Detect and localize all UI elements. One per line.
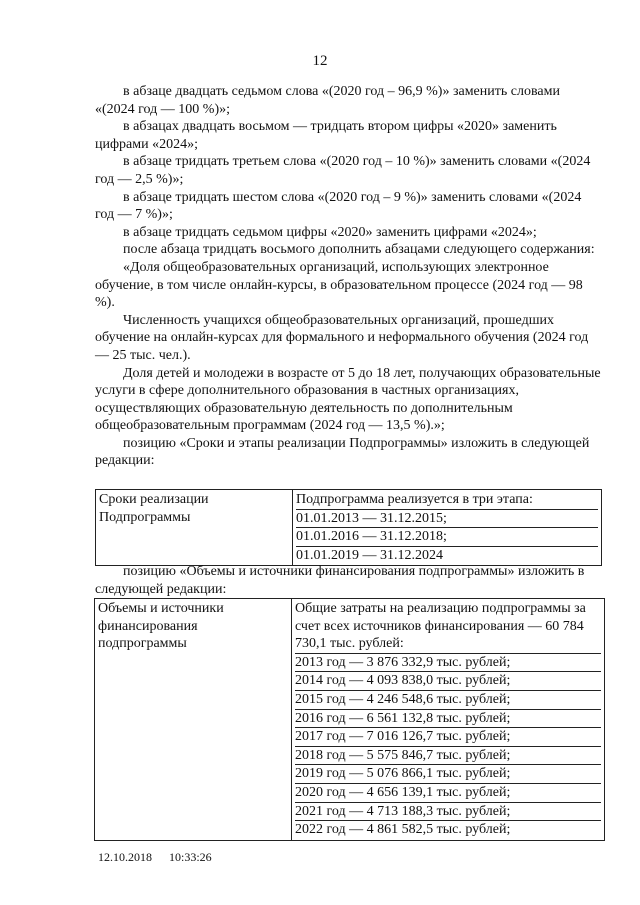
funding-year-line: 2016 год — 6 561 132,8 тыс. рублей; <box>295 710 601 729</box>
print-time: 10:33:26 <box>169 850 212 864</box>
table-label: Объемы и источники финансирования подпрограммы <box>98 601 224 652</box>
table-row <box>96 490 602 566</box>
page-number: 12 <box>312 53 328 69</box>
table-label-cell <box>95 599 292 841</box>
paragraph: позицию «Сроки и этапы реализации Подпрограммы» изложить в следующей редакции: <box>95 435 590 469</box>
print-date: 12.10.2018 <box>98 850 152 864</box>
table-value-cell <box>293 490 602 566</box>
paragraph: в абзаце тридцать третьем слова «(2020 год – 10 %)» заменить словами «(2024 год — 2,5 %)»; <box>95 154 591 187</box>
funding-year-line: 2013 год — 3 876 332,9 тыс. рублей; <box>295 654 601 673</box>
funding-year-line: 2015 год — 4 246 548,6 тыс. рублей; <box>295 691 601 710</box>
paragraph: в абзаце тридцать седьмом цифры «2020» заменить цифрами «2024»; <box>123 224 537 240</box>
document-body <box>95 83 603 470</box>
print-timestamp <box>98 850 212 865</box>
table-row <box>95 599 605 841</box>
stage-line: 01.01.2016 — 31.12.2018; <box>296 528 598 547</box>
funding-year-line: 2020 год — 4 656 139,1 тыс. рублей; <box>295 784 601 803</box>
funding-year-line: 2019 год — 5 076 866,1 тыс. рублей; <box>295 765 601 784</box>
paragraph: в абзацах двадцать восьмом — тридцать втором цифры «2020» заменить цифрами «2024»; <box>95 119 557 152</box>
document-body-mid <box>95 563 603 598</box>
stages-intro: Подпрограмма реализуется в три этапа: <box>296 491 598 510</box>
stage-line: 01.01.2019 — 31.12.2024 <box>296 547 443 563</box>
paragraph: после абзаца тридцать восьмого дополнить абзацами следующего содержания: <box>123 242 595 258</box>
paragraph: позицию «Объемы и источники финансирования подпрограммы» изложить в следующей редакции: <box>95 564 585 597</box>
paragraph: Доля детей и молодежи в возрасте от 5 до 18 лет, получающих образовательные услуги в сфере дополнительного образования в частных организациях, осуществляющих образовательную деятельность по дополнительным общеобразовательным программам (2024 год — 13,5 %).»; <box>95 365 601 434</box>
funding-year-line: 2021 год — 4 713 188,3 тыс. рублей; <box>295 803 601 822</box>
funding-table <box>94 598 605 841</box>
funding-intro: Общие затраты на реализацию подпрограммы за счет всех источников финансирования — 60 784 730,1 тыс. рублей: <box>295 600 601 654</box>
paragraph: в абзаце тридцать шестом слова «(2020 год – 9 %)» заменить словами «(2024 год — 7 %)»; <box>95 189 582 223</box>
funding-year-line: 2014 год — 4 093 838,0 тыс. рублей; <box>295 672 601 691</box>
funding-year-line: 2017 год — 7 016 126,7 тыс. рублей; <box>295 728 601 747</box>
stage-line: 01.01.2013 — 31.12.2015; <box>296 510 598 529</box>
paragraph: в абзаце двадцать седьмом слова «(2020 год – 96,9 %)» заменить словами «(2024 год — 100 %)»; <box>95 84 560 117</box>
funding-year-line: 2018 год — 5 575 846,7 тыс. рублей; <box>295 747 601 766</box>
table-label-cell <box>96 490 293 566</box>
funding-year-line: 2022 год — 4 861 582,5 тыс. рублей; <box>295 822 511 838</box>
table-value-cell <box>292 599 605 841</box>
paragraph: «Доля общеобразовательных организаций, использующих электронное обучение, в том числе онлайн-курсы, в образовательном процессе (2024 год — 98 %). <box>95 259 583 311</box>
timeline-table <box>95 489 602 566</box>
paragraph: Численность учащихся общеобразовательных организаций, прошедших обучение на онлайн-курсах для формального и неформального обучения (2024 год — 25 тыс. чел.). <box>95 312 589 363</box>
table-label: Сроки реализации Подпрограммы <box>99 492 209 525</box>
